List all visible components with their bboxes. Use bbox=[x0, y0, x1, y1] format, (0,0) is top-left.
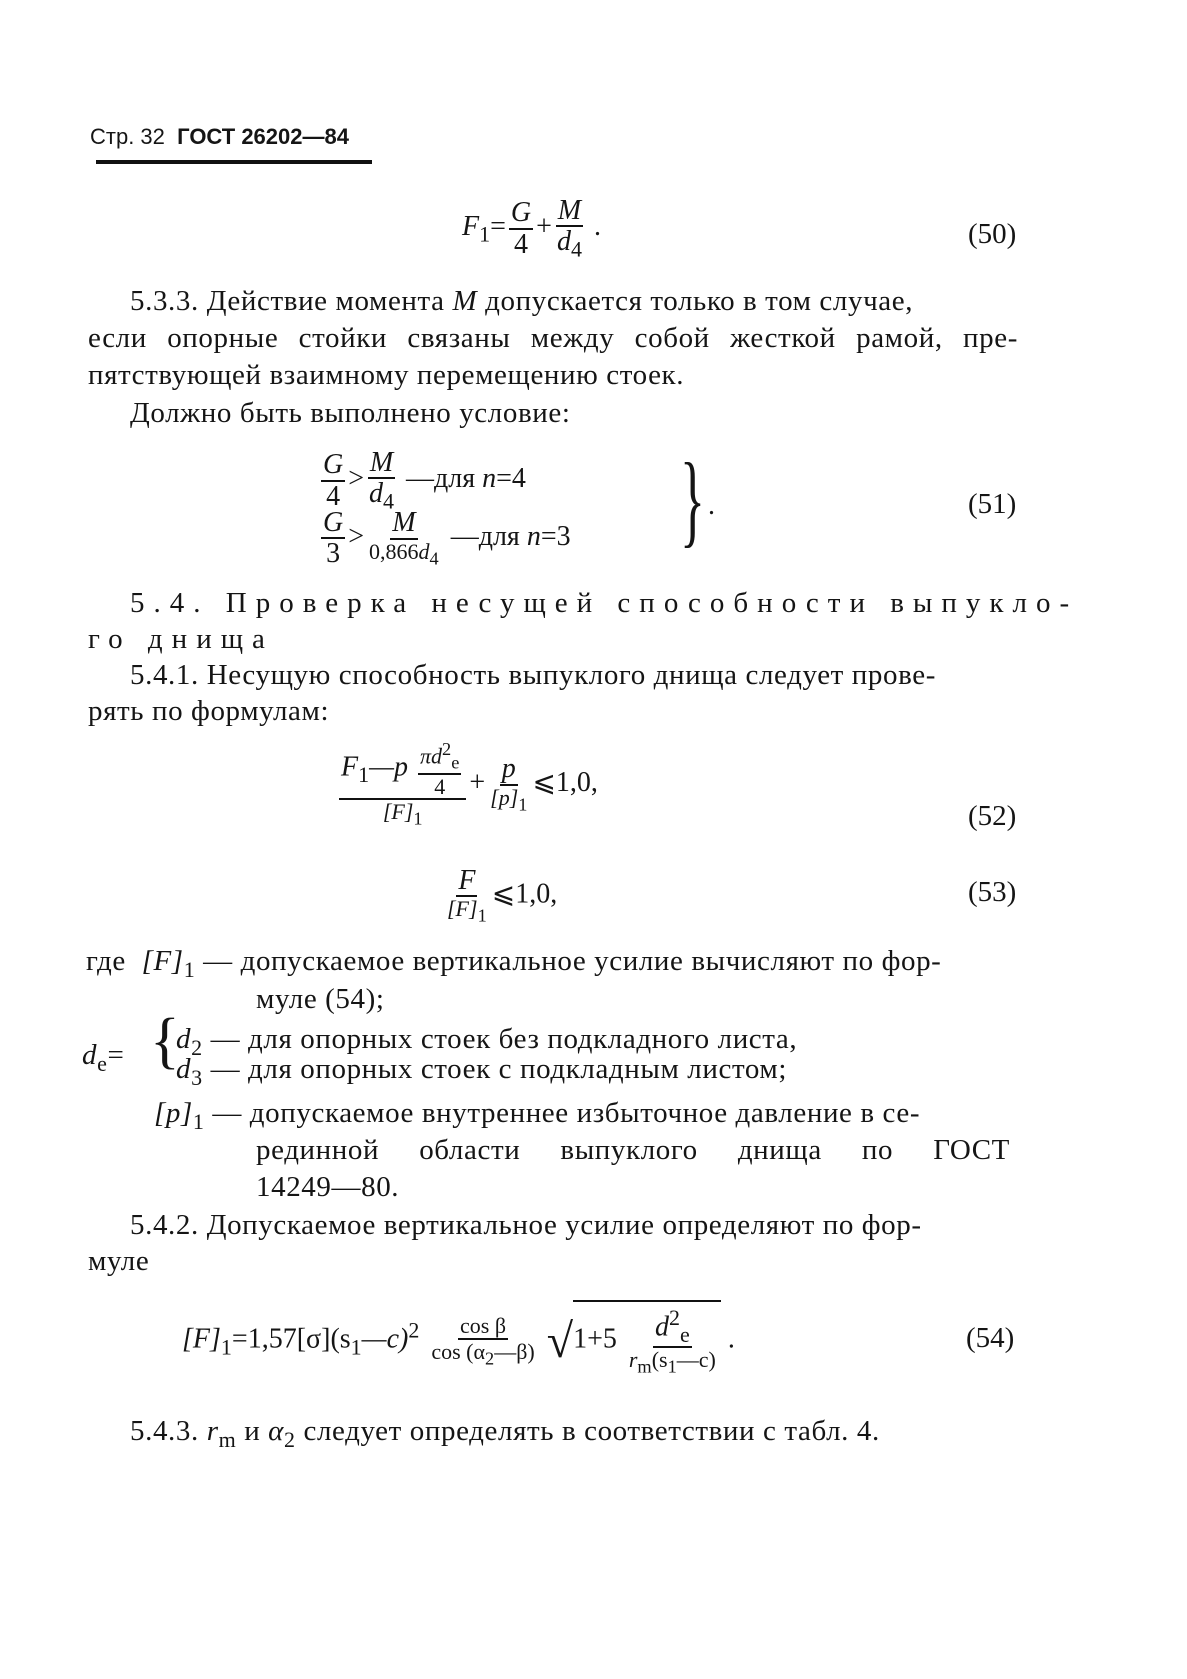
equation-53: $\frac{F}{[F]_1}$ ⩽1,0, bbox=[447, 865, 558, 926]
equation-number-51: (51) bbox=[968, 488, 1017, 520]
where-p1-line2: рединной области выпуклого днища по ГОСТ bbox=[256, 1134, 1010, 1166]
where-p1-line1: $[p]_1$ — допускаемое внутреннее избыточное давление в се- bbox=[154, 1097, 921, 1134]
para-542-line1: 5.4.2. Допускаемое вертикальное усилие определяют по фор- bbox=[130, 1209, 922, 1241]
para-533-line4: Должно быть выполнено условие: bbox=[130, 397, 571, 429]
para-533-line2: если опорные стойки связаны между собой жесткой рамой, пре- bbox=[88, 322, 1018, 354]
de-case-d2: $d_2$ — для опорных стоек без подкладного листа, bbox=[176, 1023, 798, 1060]
equation-54: $[F]_1=1,57[\sigma](s_1—c)^2$ $\frac{\text{cos β}}{\cos (\alpha_2—\beta)}$ √1+5 $\frac{d^2_e}{r_m(s_1—c)}$ . bbox=[182, 1300, 735, 1377]
para-542-line2: муле bbox=[88, 1245, 150, 1277]
equation-51-row1: $\frac{G}{4}$ > $\frac{M}{d_4}$ —для n=4 bbox=[323, 447, 526, 514]
equation-52: $F_1—p$ $\frac{\pi d^2_e}{4}$ $[F]_1$ + $\frac{p}{[p]_1}$ ⩽1,0, bbox=[341, 739, 598, 829]
page-header bbox=[90, 124, 349, 150]
equation-number-50: (50) bbox=[968, 218, 1017, 250]
de-symbol: $d_e=$ bbox=[82, 1039, 125, 1076]
equation-50: $F_1=$ $\frac{G}{4}$ + $\frac{M}{d_4}$ . bbox=[462, 195, 601, 262]
where-f1-line2: муле (54); bbox=[256, 983, 385, 1015]
where-f1-line: где $[F]_1$ — допускаемое вертикальное усилие вычисляют по фор- bbox=[86, 945, 942, 982]
right-brace: } bbox=[680, 442, 705, 557]
header-rule bbox=[96, 160, 372, 164]
section-54-line2: го днища bbox=[88, 623, 274, 655]
equation-51-dot: . bbox=[708, 490, 715, 521]
standard-code: ГОСТ 26202—84 bbox=[177, 124, 349, 149]
para-543: 5.4.3. $r_m$ и $\alpha_2$ следует определять в соответствии с табл. 4. bbox=[130, 1415, 880, 1452]
page-number: Стр. 32 bbox=[90, 124, 165, 149]
equation-number-53: (53) bbox=[968, 876, 1017, 908]
equation-number-52: (52) bbox=[968, 800, 1017, 832]
where-p1-line3: 14249—80. bbox=[256, 1171, 400, 1203]
para-533-line1: 5.3.3. Действие момента M допускается только в том случае, bbox=[130, 285, 914, 317]
equation-51-row2: $\frac{G}{3}$ > $\frac{M}{0,866d_4}$ —для n=3 bbox=[323, 507, 571, 570]
para-541-line2: рять по формулам: bbox=[88, 695, 330, 727]
para-533-line3: пятствующей взаимному перемещению стоек. bbox=[88, 359, 685, 391]
para-541-line1: 5.4.1. Несущую способность выпуклого днища следует прове- bbox=[130, 659, 936, 691]
section-54-line1: 5.4. Проверка несущей способности выпукло- bbox=[130, 587, 1079, 619]
left-brace: { bbox=[150, 1007, 180, 1075]
de-case-d3: $d_3$ — для опорных стоек с подкладным листом; bbox=[176, 1053, 788, 1090]
equation-number-54: (54) bbox=[966, 1322, 1015, 1354]
